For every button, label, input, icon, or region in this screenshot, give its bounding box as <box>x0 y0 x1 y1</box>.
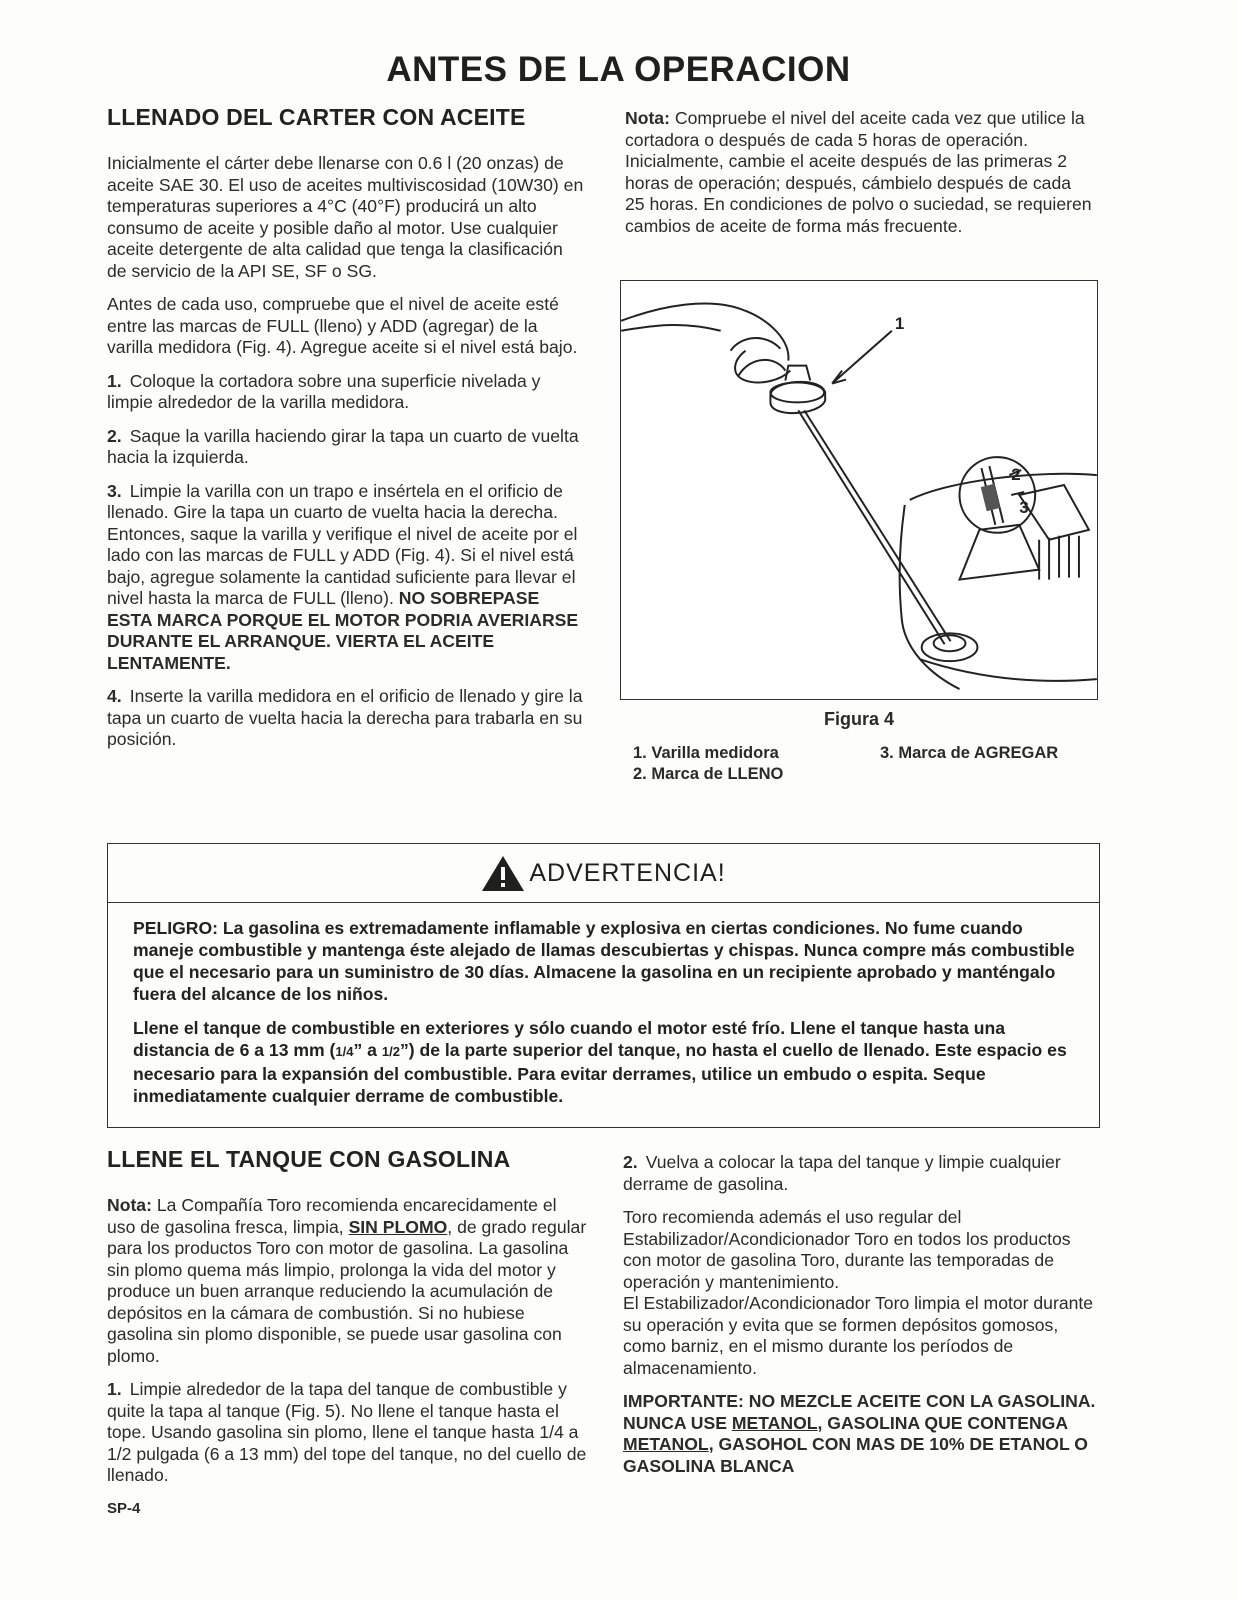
fuel-step-2: 2. Vuelva a colocar la tapa del tanque y limpie cualquier derrame de gasolina. <box>623 1152 1061 1194</box>
fuel-heading: LLENE EL TANQUE CON GASOLINA <box>107 1146 511 1172</box>
legend-item-3: 3. Marca de AGREGAR <box>880 744 1059 762</box>
warning-triangle-icon <box>481 854 525 892</box>
fuel-section-continued <box>623 1152 1098 1489</box>
callout-1: 1 <box>894 313 905 333</box>
fuel-section <box>107 1146 587 1499</box>
unleaded-emphasis: SIN PLOMO <box>348 1216 448 1237</box>
fraction-quarter: 1/4 <box>335 1044 354 1059</box>
important-notice: IMPORTANTE: NO MEZCLE ACEITE CON LA GASOLINA. NUNCA USE METANOL, GASOLINA QUE CONTENGA METANOL, GASOHOL CON MAS DE 10% DE ETANOL O GASOLINA BLANCA <box>623 1391 1096 1476</box>
warning-body <box>108 903 1099 1107</box>
page-title: ANTES DE LA OPERACION <box>386 50 851 89</box>
legend-item-1: 1. Varilla medidora <box>633 744 779 762</box>
callout-2: 2 <box>1011 465 1021 485</box>
oil-step-3-warning: NO SOBREPASE ESTA MARCA PORQUE EL MOTOR PODRIA AVERIARSE DURANTE EL ARRANQUE. VIERTA EL ACEITE LENTAMENTE. <box>107 588 579 673</box>
warning-title: ADVERTENCIA! <box>529 858 726 887</box>
oil-step-4: 4. Inserte la varilla medidora en el orificio de llenado y gire la tapa un cuarto de vuelta hacia la derecha para trabarla en su posición. <box>107 686 583 749</box>
figure-legend-left <box>633 743 783 785</box>
stabilizer-paragraph-1: Toro recomienda además el uso regular del Estabilizador/Acondicionador Toro en todos los productos con motor de gasolina Toro, durante las temporadas de operación y mantenimiento. <box>623 1207 1071 1292</box>
oil-section <box>107 104 587 763</box>
oil-note <box>625 108 1095 249</box>
oil-note-text: Compruebe el nivel del aceite cada vez que utilice la cortadora o después de cada 5 horas de operación. Inicialmente, cambie el aceite después de las primeras 2 horas de operación; después, cámbielo después de cada 25 horas. En condiciones de polvo o suciedad, se requieren cambios de aceite de forma más frecuente. <box>625 108 1092 236</box>
oil-heading: LLENADO DEL CARTER CON ACEITE <box>107 104 526 130</box>
oil-paragraph-1: Inicialmente el cárter debe llenarse con 0.6 l (20 onzas) de aceite SAE 30. El uso de aceites multiviscosidad (10W30) en temperaturas superiores a 4°C (40°F) producirá un alto consumo de aceite y posible daño al motor. Use cualquier aceite detergente de alta calidad que tenga la clasificación de servicio de la API SE, SF o SG. <box>107 153 584 281</box>
fuel-step-1: 1. Limpie alrededor de la tapa del tanque de combustible y quite la tapa al tanque (Fig. 5). No llene el tanque hasta el tope. Usando gasolina sin plomo, llene el tanque hasta 1/4 a 1/2 pulgada (6 a 13 mm) del tope del tanque, no del cuello de llenado. <box>107 1379 587 1485</box>
figure-legend-right <box>880 743 1058 764</box>
warning-box <box>107 843 1100 1128</box>
fuel-note: Nota: La Compañía Toro recomienda encarecidamente el uso de gasolina fresca, limpia, SIN PLOMO, de grado regular para los productos Toro con motor de gasolina. La gasolina sin plomo quema más limpio, prolonga la vida del motor y produce un buen arranque reduciendo la acumulación de depósitos en la cámara de combustión. Si no hubiese gasolina sin plomo disponible, se puede usar gasolina con plomo. <box>107 1195 587 1366</box>
figure-4-illustration <box>620 280 1098 700</box>
warning-paragraph-2: Llene el tanque de combustible en exteriores y sólo cuando el motor esté frío. Llene el tanque hasta una distancia de 6 a 13 mm (1/4” a 1/2”) de la parte superior del tanque, no hasta el cuello de llenado. Este espacio es necesario para la expansión del combustible. Para evitar derrames, utilice un embudo o espita. Seque inmediatamente cualquier derrame de combustible. <box>133 1018 1067 1106</box>
callout-3: 3 <box>1019 497 1029 517</box>
page-number: SP-4 <box>107 1500 141 1517</box>
stabilizer-paragraph-2: El Estabilizador/Acondicionador Toro limpia el motor durante su operación y evita que se formen depósitos gomosos, como barniz, en el mismo durante los períodos de almacenamiento. <box>623 1293 1094 1378</box>
warning-header <box>108 844 1099 903</box>
oil-step-2: 2. Saque la varilla haciendo girar la tapa un cuarto de vuelta hacia la izquierda. <box>107 425 579 467</box>
dipstick-illustration <box>621 281 1097 699</box>
warning-paragraph-1: PELIGRO: La gasolina es extremadamente inflamable y explosiva en ciertas condiciones. No fume cuando maneje combustible y mantenga éste alejado de llamas descubiertas y chispas. Nunca compre más combustible que el necesario para un suministro de 30 días. Almacene la gasolina en un recipiente aprobado y manténgalo fuera del alcance de los niños. <box>133 918 1075 1004</box>
figure-caption: Figura 4 <box>823 709 894 729</box>
legend-item-2: 2. Marca de LLENO <box>633 765 784 783</box>
fraction-half: 1/2 <box>381 1044 400 1059</box>
oil-note-label: Nota: <box>625 108 670 128</box>
oil-step-3: 3. Limpie la varilla con un trapo e insértela en el orificio de llenado. Gire la tapa un cuarto de vuelta hacia la derecha. Entonces, saque la varilla y verifique el nivel de aceite por el lado con las marcas de FULL y ADD (Fig. 4). Si el nivel está bajo, agregue solamente la cantidad suficiente para llevar el nivel hasta la marca de FULL (lleno). NO SOBREPASE ESTA MARCA PORQUE EL MOTOR PODRIA AVERIARSE DURANTE EL ARRANQUE. VIERTA EL ACEITE LENTAMENTE. <box>107 480 579 673</box>
oil-step-1: 1. Coloque la cortadora sobre una superficie nivelada y limpie alrededor de la varilla medidora. <box>107 370 541 412</box>
oil-paragraph-2: Antes de cada uso, compruebe que el nivel de aceite esté entre las marcas de FULL (lleno) y ADD (agregar) de la varilla medidora (Fig. 4). Agregue aceite si el nivel está bajo. <box>107 294 578 357</box>
